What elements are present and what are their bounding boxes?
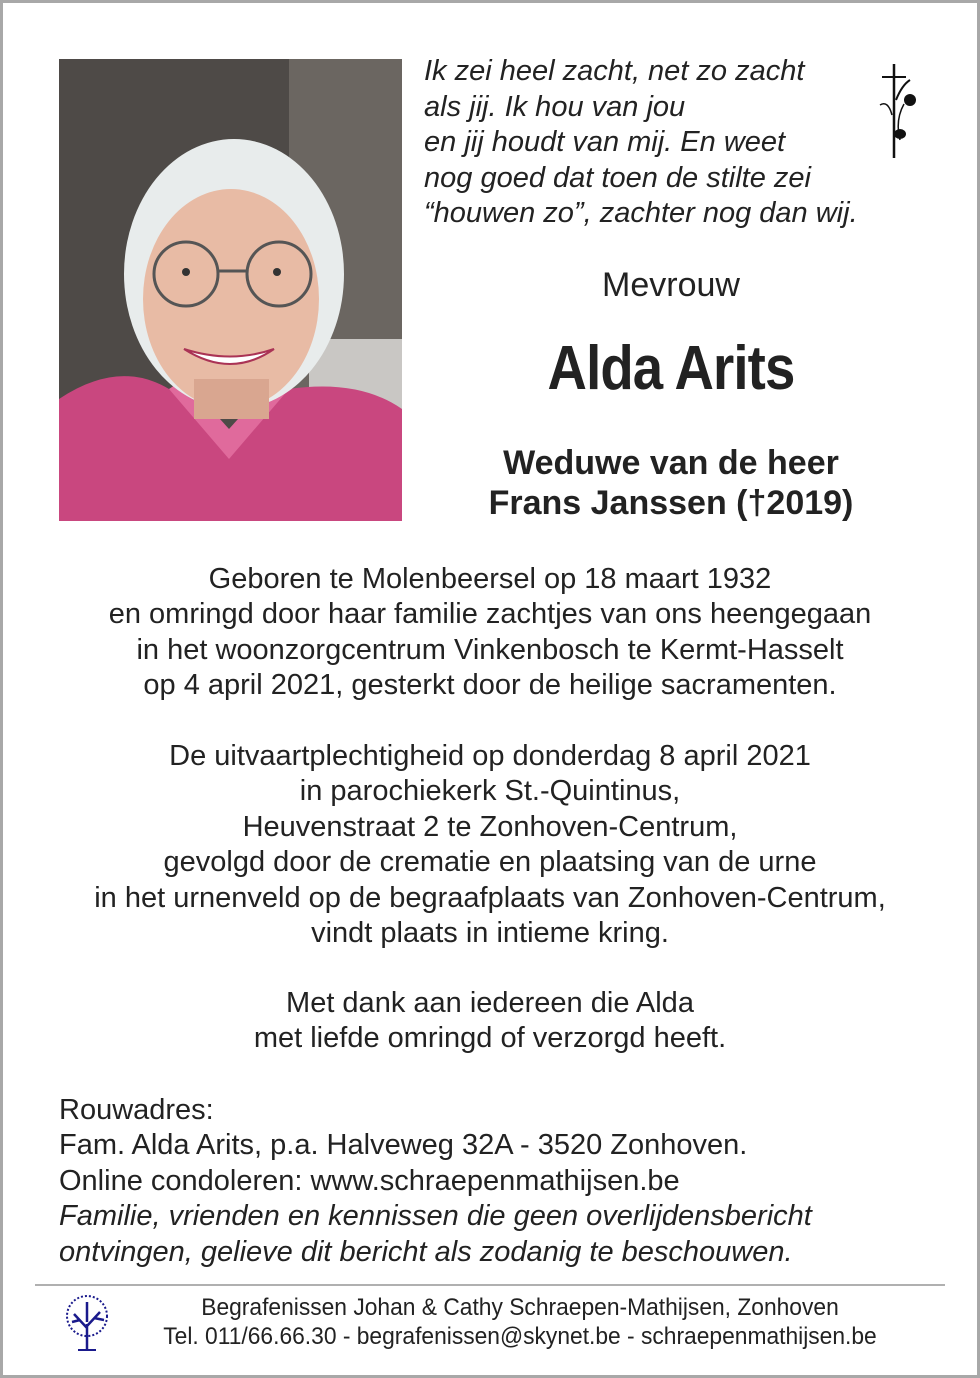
- text-line: vindt plaats in intieme kring.: [311, 917, 669, 950]
- text-line: De uitvaartplechtigheid op donderdag 8 april 2021: [169, 740, 811, 772]
- text-line: in het urnenveld op de begraafplaats van Zonhoven-Centrum,: [94, 881, 886, 914]
- spouse-info: [420, 443, 922, 523]
- spouse-line: Frans Janssen (†2019): [488, 484, 854, 522]
- spouse-line: Weduwe van de heer: [503, 444, 839, 482]
- salutation: Mevrouw: [602, 266, 740, 304]
- note-line: ontvingen, gelieve dit bericht als zodanig te beschouwen.: [59, 1235, 793, 1268]
- portrait-photo: [59, 59, 402, 521]
- text-line: en omringd door haar familie zachtjes van ons heengegaan: [108, 598, 872, 631]
- text-line: op 4 april 2021, gesterkt door de heilige sacramenten.: [143, 669, 837, 702]
- funeral-paragraph: [40, 739, 940, 951]
- thanks-paragraph: [40, 986, 940, 1057]
- text-line: met liefde omringd of verzorgd heeft.: [253, 1022, 727, 1055]
- poem-line: nog goed dat toen de stilte zei: [424, 161, 811, 194]
- text-line: in het woonzorgcentrum Vinkenbosch te Kermt-Hasselt: [136, 633, 844, 666]
- deceased-name: Alda Arits: [547, 334, 795, 403]
- text-line: Heuvenstraat 2 te Zonhoven-Centrum,: [242, 810, 738, 843]
- online-condolence: Online condoleren: www.schraepenmathijsen.be: [59, 1164, 680, 1197]
- text-line: Geboren te Molenbeersel op 18 maart 1932: [208, 563, 772, 595]
- funeral-home-footer: [140, 1293, 900, 1351]
- text-line: in parochiekerk St.-Quintinus,: [299, 775, 681, 808]
- poem-line: “houwen zo”, zachter nog dan wij.: [424, 197, 858, 229]
- text-line: Met dank aan iedereen die Alda: [286, 987, 694, 1019]
- text-line: gevolgd door de crematie en plaatsing van de urne: [163, 846, 817, 879]
- address-block: [59, 1093, 812, 1270]
- footer-line: Begrafenissen Johan & Cathy Schraepen-Mathijsen, Zonhoven: [201, 1294, 839, 1321]
- footer-contact: Tel. 011/66.66.30 - begrafenissen@skynet.be - schraepenmathijsen.be: [163, 1323, 877, 1350]
- birth-death-paragraph: [40, 562, 940, 704]
- address-label: Rouwadres:: [59, 1094, 214, 1126]
- poem: [424, 54, 858, 232]
- poem-line: Ik zei heel zacht, net zo zacht: [424, 55, 805, 87]
- poem-line: als jij. Ik hou van jou: [424, 90, 686, 123]
- tree-logo-icon: [62, 1294, 112, 1352]
- address-line: Fam. Alda Arits, p.a. Halveweg 32A - 3520 Zonhoven.: [59, 1129, 748, 1162]
- cross-with-rose-icon: [870, 60, 925, 160]
- divider: [35, 1284, 945, 1286]
- note-line: Familie, vrienden en kennissen die geen overlijdensbericht: [59, 1200, 812, 1233]
- poem-line: en jij houdt van mij. En weet: [424, 126, 786, 158]
